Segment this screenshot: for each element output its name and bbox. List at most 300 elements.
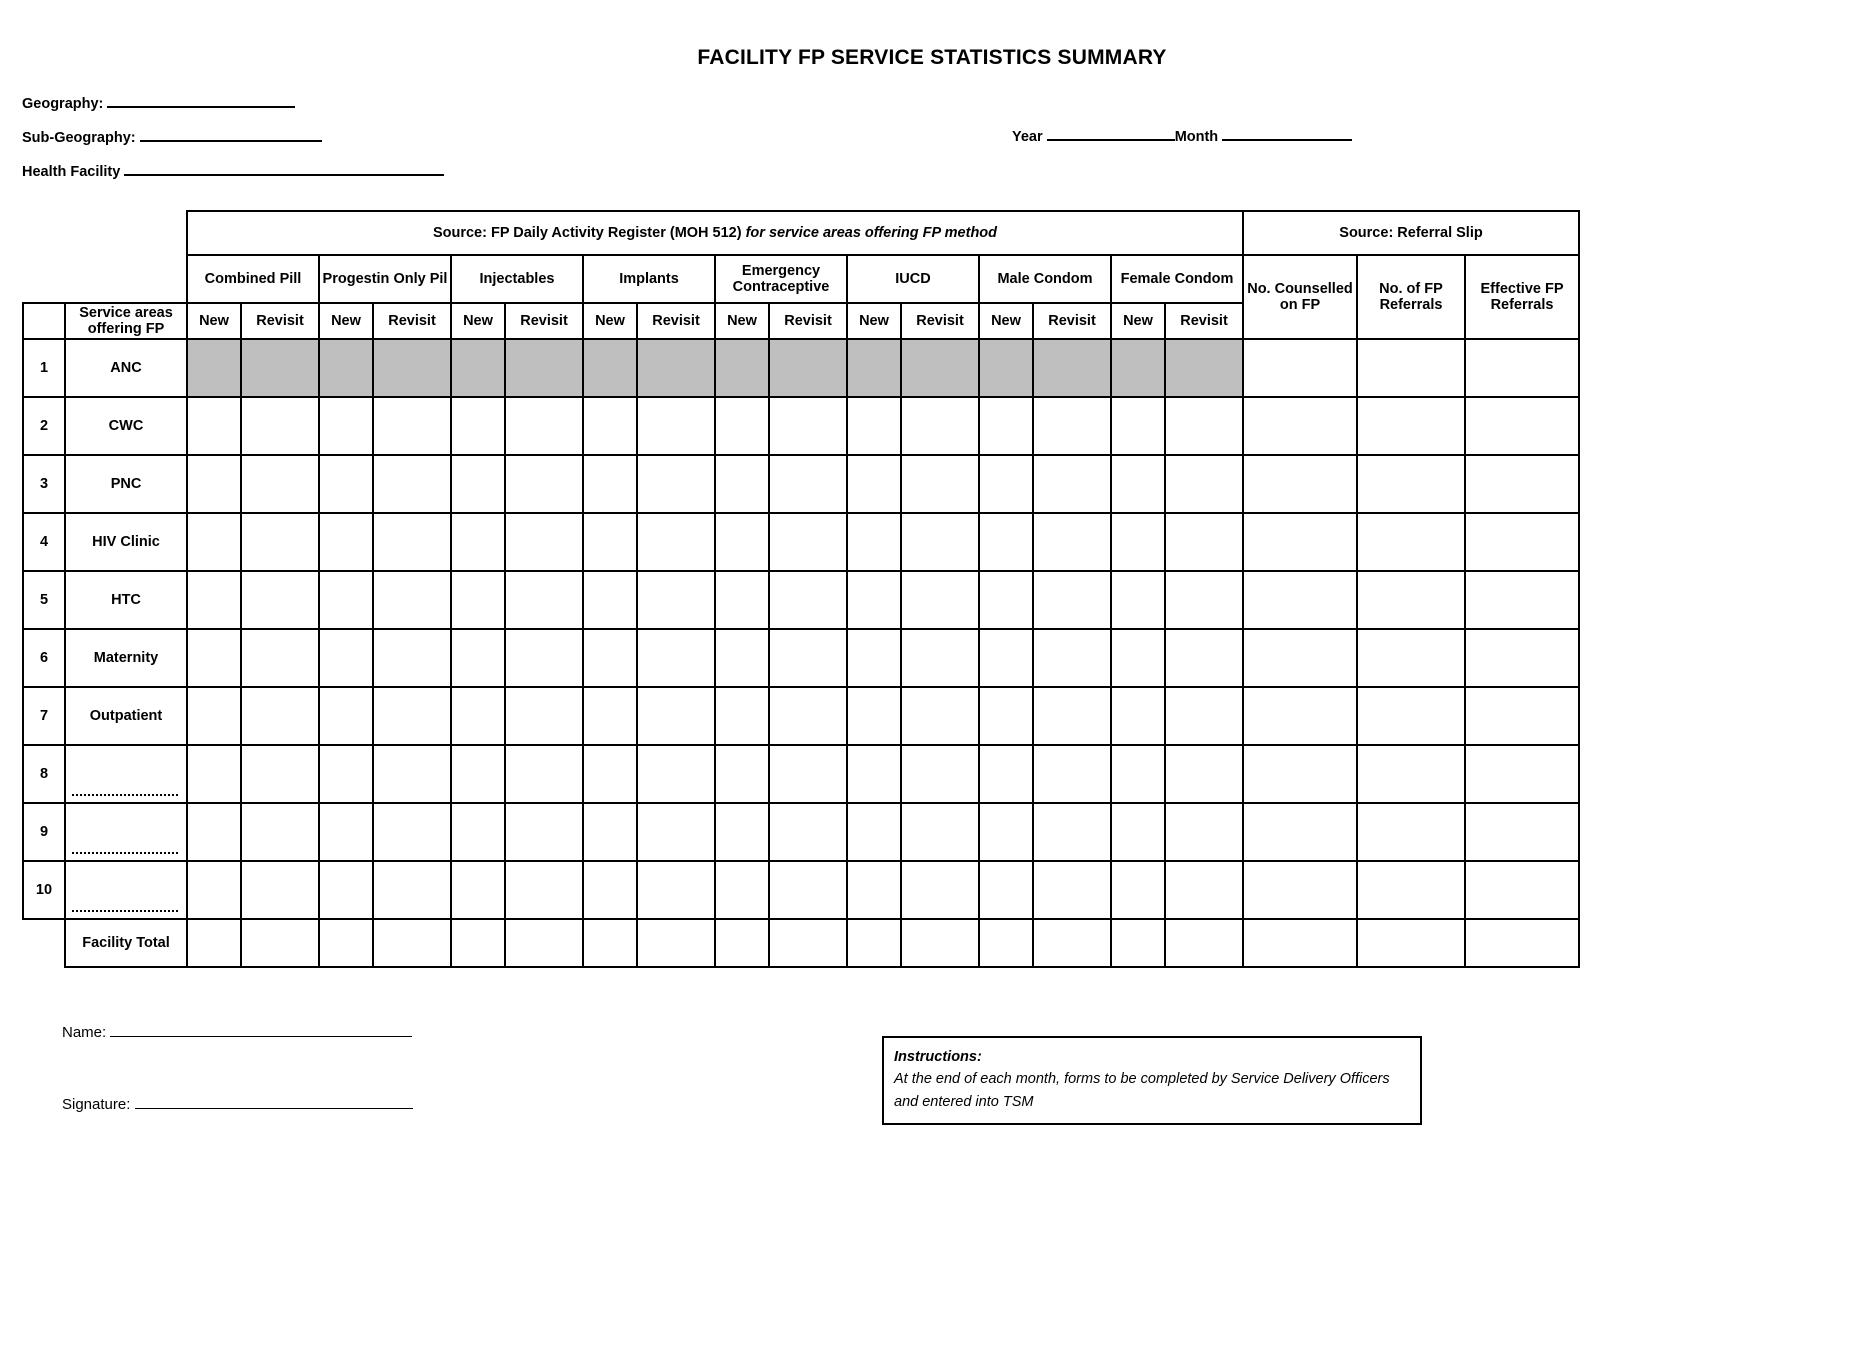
cell-input[interactable] [769,803,847,861]
source-fp-register-italic-text: for service areas offering FP method [741,224,998,241]
table-row [23,803,1579,861]
cell-input[interactable] [373,455,451,513]
row-number: 3 [23,455,65,513]
cell-total[interactable] [373,919,451,967]
cell-input[interactable] [373,745,451,803]
name-field [62,1022,412,1041]
cell-disabled [637,339,715,397]
cell-input[interactable] [505,687,583,745]
subhead-injectables-revisit: Revisit [505,303,583,339]
cell-input[interactable] [583,687,637,745]
cell-input[interactable] [1165,687,1243,745]
cell-input[interactable] [1465,513,1579,571]
cell-disabled [583,339,637,397]
row-number: 7 [23,687,65,745]
cell-input[interactable] [451,455,505,513]
cell-input[interactable] [979,687,1033,745]
cell-input[interactable] [505,571,583,629]
method-group-emergency-contraceptive: Emergency Contraceptive [715,255,847,303]
spacer-corner-a [23,211,65,255]
cell-input[interactable] [1111,687,1165,745]
cell-total[interactable] [769,919,847,967]
cell-input[interactable] [451,513,505,571]
cell-input[interactable] [1243,629,1357,687]
sub-geography-input-rule[interactable] [140,126,322,142]
cell-input[interactable] [715,803,769,861]
table-row [23,513,1579,571]
cell-input[interactable] [451,861,505,919]
cell-input[interactable] [1357,571,1465,629]
cell-input[interactable] [319,745,373,803]
cell-input[interactable] [373,803,451,861]
cell-input[interactable] [1243,397,1357,455]
name-label: Name: [62,1024,107,1041]
table-row [23,745,1579,803]
row-service-area-name: CWC [65,397,187,455]
cell-input[interactable] [901,687,979,745]
row-service-area-name[interactable] [65,745,187,803]
cell-input[interactable] [715,861,769,919]
cell-input[interactable] [1243,339,1357,397]
cell-input[interactable] [505,803,583,861]
cell-input[interactable] [901,397,979,455]
row-service-area-name[interactable] [65,803,187,861]
instructions-box [882,1036,1422,1125]
cell-input[interactable] [187,745,241,803]
cell-input[interactable] [715,571,769,629]
cell-input[interactable] [1465,803,1579,861]
signature-input-rule[interactable] [135,1094,413,1109]
cell-input[interactable] [1033,513,1111,571]
row-service-area-name: PNC [65,455,187,513]
method-group-combined-pill: Combined Pill [187,255,319,303]
table-row [23,629,1579,687]
cell-input[interactable] [241,513,319,571]
cell-total[interactable] [1357,919,1465,967]
cell-input[interactable] [1033,397,1111,455]
cell-input[interactable] [1033,745,1111,803]
cell-total[interactable] [637,919,715,967]
cell-input[interactable] [847,513,901,571]
cell-input[interactable] [1357,687,1465,745]
cell-input[interactable] [769,687,847,745]
table-row [23,571,1579,629]
cell-input[interactable] [319,397,373,455]
subhead-progestin-only-pil-revisit: Revisit [373,303,451,339]
cell-input[interactable] [241,687,319,745]
method-group-injectables: Injectables [451,255,583,303]
cell-input[interactable] [373,513,451,571]
facility-total-label: Facility Total [65,919,187,967]
cell-input[interactable] [319,513,373,571]
row-service-area-name: HIV Clinic [65,513,187,571]
referral-col-no-counselled-on-fp: No. Counselled on FP [1243,255,1357,339]
referral-col-effective-fp-referrals: Effective FP Referrals [1465,255,1579,339]
cell-input[interactable] [1111,513,1165,571]
cell-input[interactable] [979,455,1033,513]
cell-input[interactable] [319,687,373,745]
cell-total[interactable] [715,919,769,967]
row-number: 10 [23,861,65,919]
cell-input[interactable] [979,861,1033,919]
sub-geography-label: Sub-Geography: [22,130,136,146]
method-group-iucd: IUCD [847,255,979,303]
cell-input[interactable] [769,397,847,455]
cell-input[interactable] [769,745,847,803]
cell-input[interactable] [637,455,715,513]
cell-input[interactable] [637,397,715,455]
cell-input[interactable] [1357,861,1465,919]
cell-disabled [715,339,769,397]
cell-input[interactable] [1357,745,1465,803]
cell-input[interactable] [583,397,637,455]
cell-input[interactable] [1165,803,1243,861]
cell-input[interactable] [979,513,1033,571]
row-service-area-name: ANC [65,339,187,397]
cell-total[interactable] [1243,919,1357,967]
cell-input[interactable] [1465,745,1579,803]
cell-input[interactable] [1465,571,1579,629]
year-month-field [1012,125,1352,145]
cell-input[interactable] [583,745,637,803]
cell-input[interactable] [1033,861,1111,919]
cell-input[interactable] [847,687,901,745]
service-areas-header: Service areas offering FP [65,303,187,339]
cell-input[interactable] [187,571,241,629]
cell-input[interactable] [847,397,901,455]
cell-input[interactable] [979,803,1033,861]
cell-input[interactable] [241,861,319,919]
method-group-male-condom: Male Condom [979,255,1111,303]
cell-input[interactable] [187,687,241,745]
row-number: 5 [23,571,65,629]
cell-input[interactable] [505,455,583,513]
signature-field [62,1094,413,1113]
cell-disabled [241,339,319,397]
cell-total[interactable] [1111,919,1165,967]
cell-input[interactable] [1243,803,1357,861]
cell-disabled [505,339,583,397]
row-number: 4 [23,513,65,571]
cell-input[interactable] [241,455,319,513]
cell-input[interactable] [847,861,901,919]
cell-input[interactable] [847,629,901,687]
cell-input[interactable] [847,455,901,513]
cell-input[interactable] [637,687,715,745]
cell-input[interactable] [583,803,637,861]
spacer-corner-b [65,211,187,255]
cell-input[interactable] [901,629,979,687]
year-input-rule[interactable] [1047,125,1175,141]
cell-input[interactable] [187,803,241,861]
source-header-row [23,211,1579,255]
cell-input[interactable] [1111,803,1165,861]
cell-total[interactable] [451,919,505,967]
cell-input[interactable] [1111,861,1165,919]
cell-input[interactable] [715,455,769,513]
cell-input[interactable] [241,629,319,687]
subhead-emergency-contraceptive-revisit: Revisit [769,303,847,339]
referral-col-no-of-fp-referrals: No. of FP Referrals [1357,255,1465,339]
cell-total[interactable] [1033,919,1111,967]
cell-disabled [847,339,901,397]
cell-input[interactable] [1111,455,1165,513]
cell-input[interactable] [1357,629,1465,687]
cell-input[interactable] [373,629,451,687]
cell-disabled [901,339,979,397]
cell-total[interactable] [979,919,1033,967]
cell-input[interactable] [187,629,241,687]
cell-input[interactable] [979,571,1033,629]
cell-input[interactable] [715,687,769,745]
table-row [23,455,1579,513]
cell-total[interactable] [583,919,637,967]
table-row [23,339,1579,397]
cell-input[interactable] [637,803,715,861]
cell-input[interactable] [979,745,1033,803]
cell-input[interactable] [1465,339,1579,397]
row-number: 8 [23,745,65,803]
cell-input[interactable] [1465,455,1579,513]
health-facility-label: Health Facility [22,164,121,180]
cell-input[interactable] [637,861,715,919]
cell-input[interactable] [847,803,901,861]
cell-input[interactable] [1033,571,1111,629]
cell-input[interactable] [187,397,241,455]
cell-input[interactable] [505,513,583,571]
cell-input[interactable] [1357,803,1465,861]
cell-input[interactable] [241,571,319,629]
cell-input[interactable] [505,861,583,919]
cell-input[interactable] [901,861,979,919]
cell-input[interactable] [373,397,451,455]
cell-input[interactable] [1243,861,1357,919]
source-fp-register-header [187,211,1243,255]
cell-input[interactable] [901,745,979,803]
source-referral-slip-header: Source: Referral Slip [1243,211,1579,255]
cell-total[interactable] [319,919,373,967]
geography-input-rule[interactable] [107,92,295,108]
cell-input[interactable] [979,629,1033,687]
cell-input[interactable] [1165,455,1243,513]
cell-input[interactable] [637,513,715,571]
cell-input[interactable] [1465,629,1579,687]
cell-input[interactable] [451,745,505,803]
cell-input[interactable] [451,629,505,687]
cell-input[interactable] [319,861,373,919]
subhead-female-condom-new: New [1111,303,1165,339]
cell-disabled [1111,339,1165,397]
row-service-area-name: Maternity [65,629,187,687]
cell-input[interactable] [187,513,241,571]
cell-input[interactable] [451,571,505,629]
cell-input[interactable] [1357,513,1465,571]
subhead-implants-revisit: Revisit [637,303,715,339]
cell-input[interactable] [715,629,769,687]
cell-input[interactable] [1243,455,1357,513]
source-fp-register-text: Source: FP Daily Activity Register (MOH 512) [432,224,742,241]
cell-input[interactable] [1033,455,1111,513]
cell-input[interactable] [769,629,847,687]
cell-input[interactable] [901,571,979,629]
cell-disabled [1165,339,1243,397]
cell-input[interactable] [187,861,241,919]
cell-input[interactable] [1033,803,1111,861]
cell-input[interactable] [583,513,637,571]
subhead-male-condom-new: New [979,303,1033,339]
row-number: 9 [23,803,65,861]
cell-input[interactable] [505,745,583,803]
cell-input[interactable] [583,629,637,687]
cell-input[interactable] [451,803,505,861]
cell-input[interactable] [451,397,505,455]
subhead-implants-new: New [583,303,637,339]
cell-input[interactable] [505,397,583,455]
method-group-female-condom: Female Condom [1111,255,1243,303]
subhead-female-condom-revisit: Revisit [1165,303,1243,339]
method-group-implants: Implants [583,255,715,303]
cell-input[interactable] [319,571,373,629]
cell-input[interactable] [1111,571,1165,629]
method-group-row [23,255,1579,303]
subhead-injectables-new: New [451,303,505,339]
cell-input[interactable] [1465,397,1579,455]
subhead-combined-pill-new: New [187,303,241,339]
cell-total[interactable] [241,919,319,967]
cell-input[interactable] [1357,455,1465,513]
cell-input[interactable] [1165,397,1243,455]
table-row [23,861,1579,919]
cell-input[interactable] [1243,745,1357,803]
cell-input[interactable] [847,571,901,629]
cell-input[interactable] [769,571,847,629]
cell-input[interactable] [505,629,583,687]
cell-input[interactable] [241,397,319,455]
cell-input[interactable] [241,745,319,803]
cell-input[interactable] [583,861,637,919]
cell-disabled [451,339,505,397]
cell-input[interactable] [1165,571,1243,629]
cell-input[interactable] [583,455,637,513]
cell-input[interactable] [1465,861,1579,919]
subhead-progestin-only-pil-new: New [319,303,373,339]
cell-disabled [187,339,241,397]
cell-input[interactable] [637,745,715,803]
method-group-progestin-only-pil: Progestin Only Pil [319,255,451,303]
cell-input[interactable] [1357,339,1465,397]
cell-input[interactable] [241,803,319,861]
row-service-area-name: Outpatient [65,687,187,745]
cell-input[interactable] [1165,629,1243,687]
row-number: 6 [23,629,65,687]
cell-input[interactable] [1165,745,1243,803]
cell-input[interactable] [715,397,769,455]
cell-input[interactable] [901,513,979,571]
cell-input[interactable] [637,629,715,687]
cell-input[interactable] [187,455,241,513]
subhead-iucd-new: New [847,303,901,339]
cell-input[interactable] [715,513,769,571]
row-service-area-name[interactable] [65,861,187,919]
cell-input[interactable] [373,687,451,745]
cell-input[interactable] [1111,629,1165,687]
cell-total[interactable] [847,919,901,967]
cell-input[interactable] [769,861,847,919]
geography-field [22,92,295,112]
cell-input[interactable] [1111,397,1165,455]
cell-input[interactable] [1243,513,1357,571]
cell-input[interactable] [715,745,769,803]
cell-input[interactable] [1111,745,1165,803]
cell-total[interactable] [1465,919,1579,967]
subhead-male-condom-revisit: Revisit [1033,303,1111,339]
instructions-title: Instructions: [894,1049,982,1065]
cell-input[interactable] [1033,629,1111,687]
fp-service-statistics-table [22,210,1580,968]
cell-total[interactable] [901,919,979,967]
total-row-number-spacer [23,919,65,967]
cell-input[interactable] [769,455,847,513]
name-input-rule[interactable] [110,1022,412,1037]
sub-geography-field [22,126,322,146]
cell-total[interactable] [1165,919,1243,967]
cell-input[interactable] [319,803,373,861]
subhead-emergency-contraceptive-new: New [715,303,769,339]
cell-input[interactable] [1165,861,1243,919]
cell-input[interactable] [319,455,373,513]
cell-disabled [979,339,1033,397]
month-label: Month [1174,129,1219,145]
cell-input[interactable] [319,629,373,687]
row-number: 2 [23,397,65,455]
cell-total[interactable] [187,919,241,967]
spacer-corner-d [65,255,187,303]
cell-input[interactable] [1243,687,1357,745]
table-body [23,339,1579,967]
cell-disabled [319,339,373,397]
cell-input[interactable] [901,455,979,513]
cell-input[interactable] [1243,571,1357,629]
health-facility-field [22,160,444,180]
cell-input[interactable] [451,687,505,745]
cell-input[interactable] [1165,513,1243,571]
page-title: FACILITY FP SERVICE STATISTICS SUMMARY [697,46,1167,69]
cell-input[interactable] [583,571,637,629]
row-service-area-name: HTC [65,571,187,629]
year-label: Year [1012,129,1043,145]
cell-total[interactable] [505,919,583,967]
health-facility-input-rule[interactable] [124,160,444,176]
row-number: 1 [23,339,65,397]
cell-input[interactable] [637,571,715,629]
signature-label: Signature: [62,1096,131,1113]
cell-input[interactable] [769,513,847,571]
cell-input[interactable] [373,571,451,629]
cell-input[interactable] [847,745,901,803]
table-row [23,687,1579,745]
row-number-header [23,303,65,339]
cell-input[interactable] [979,397,1033,455]
geography-label: Geography: [22,96,104,112]
cell-input[interactable] [1465,687,1579,745]
subhead-combined-pill-revisit: Revisit [241,303,319,339]
cell-input[interactable] [1357,397,1465,455]
cell-disabled [1033,339,1111,397]
cell-input[interactable] [1033,687,1111,745]
month-input-rule[interactable] [1222,125,1352,141]
cell-input[interactable] [901,803,979,861]
cell-input[interactable] [373,861,451,919]
